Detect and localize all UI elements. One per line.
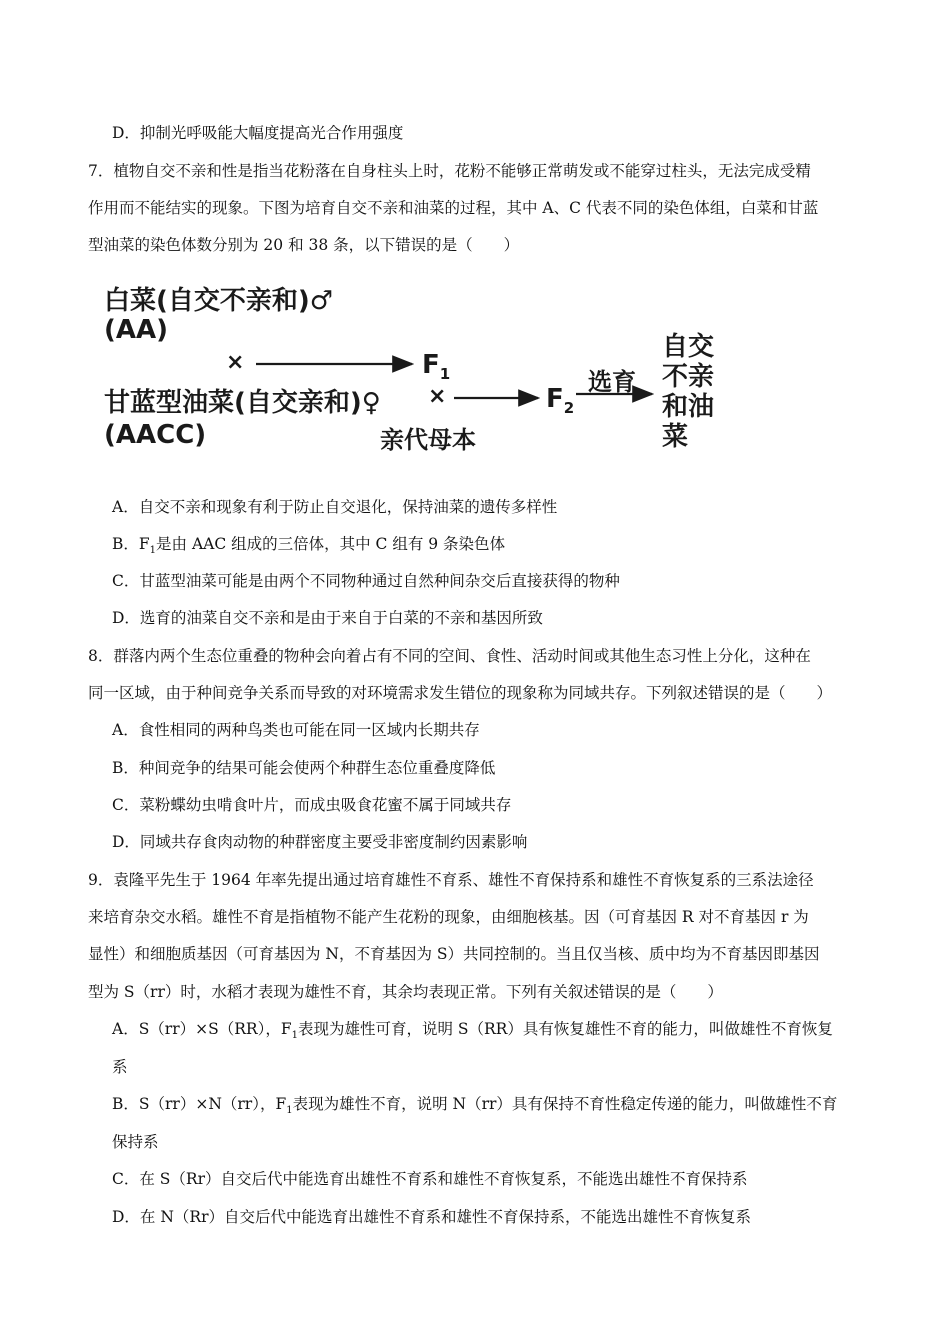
- q9-stem-line-3: 显性）和细胞质基因（可育基因为 N，不育基因为 S）共同控制的。当且仅当核、质中均为不育基因即基因: [88, 945, 820, 963]
- f1-label: $F_1$: [422, 350, 451, 383]
- q8-option-a: A．食性相同的两种鸟类也可能在同一区域内长期共存: [112, 721, 480, 739]
- q9-option-a: A．S（rr）×S（RR），$F_1$表现为雄性可育，说明 S（RR）具有恢复雄性不育的能力，叫做雄性不育恢复: [112, 1020, 833, 1042]
- parent-cabbage-label: 白菜(自交不亲和)♂: [104, 286, 334, 316]
- q8-option-b: B．种间竞争的结果可能会使两个种群生态位重叠度降低: [112, 759, 496, 777]
- q7-option-a: A．自交不亲和现象有利于防止自交退化，保持油菜的遗传多样性: [112, 498, 558, 516]
- result-label: 自交 不亲 和油 菜: [662, 332, 715, 452]
- q8-option-c: C．菜粉蝶幼虫啃食叶片，而成虫吸食花蜜不属于同域共存: [112, 796, 512, 814]
- q7-option-d: D．选育的油菜自交不亲和是由于来自于白菜的不亲和基因所致: [112, 609, 543, 627]
- q7-stem-line-2: 作用而不能结实的现象。下图为培育自交不亲和油菜的过程，其中 A、C 代表不同的染色体组，白菜和甘蓝: [88, 199, 819, 217]
- cross-symbol-1: ×: [226, 350, 245, 375]
- q9-stem-line-2: 来培育杂交水稻。雄性不育是指植物不能产生花粉的现象，由细胞核基。因（可育基因 R 对不育基因 r 为: [88, 908, 809, 926]
- q7-option-b: B．$F_1$是由 AAC 组成的三倍体，其中 C 组有 9 条染色体: [112, 535, 506, 557]
- q9-stem-line-4: 型为 S（rr）时，水稻才表现为雄性不育，其余均表现正常。下列有关叙述错误的是（ ）: [88, 983, 723, 1001]
- f2-label: $F_2$: [546, 384, 575, 417]
- backcross-parent-label: 亲代母本: [380, 426, 476, 454]
- q9-option-d: D．在 N（Rr）自交后代中能选育出雄性不育系和雄性不育保持系，不能选出雄性不育恢复系: [112, 1208, 751, 1226]
- q7-stem-line-3: 型油菜的染色体数分别为 20 和 38 条，以下错误的是（ ）: [88, 236, 520, 254]
- q9-option-a-continued: 系: [112, 1058, 128, 1076]
- q9-option-b: B．S（rr）×N（rr），$F_1$表现为雄性不育，说明 N（rr）具有保持不育性稳定传递的能力，叫做雄性不育: [112, 1095, 838, 1117]
- q8-stem-line-1: 8．群落内两个生态位重叠的物种会向着占有不同的空间、食性、活动时间或其他生态习性上分化，这种在: [88, 647, 811, 665]
- q7-stem-line-1: 7．植物自交不亲和性是指当花粉落在自身柱头上时，花粉不能够正常萌发或不能穿过柱头，无法完成受精: [88, 162, 811, 180]
- q9-option-c: C．在 S（Rr）自交后代中能选育出雄性不育系和雄性不育恢复系，不能选出雄性不育保持系: [112, 1170, 748, 1188]
- parent-cabbage-genome: (AA): [104, 315, 169, 345]
- parent-rapeseed-genome: (AACC): [104, 420, 207, 450]
- q7-option-c: C．甘蓝型油菜可能是由两个不同物种通过自然种间杂交后直接获得的物种: [112, 572, 620, 590]
- q9-stem-line-1: 9．袁隆平先生于 1964 年率先提出通过培育雄性不育系、雄性不育保持系和雄性不育恢复系的三系法途径: [88, 871, 814, 889]
- parent-rapeseed-label: 甘蓝型油菜(自交亲和)♀: [104, 388, 381, 418]
- cross-symbol-2: ×: [428, 384, 447, 409]
- q6-option-d: D．抑制光呼吸能大幅度提高光合作用强度: [112, 124, 404, 142]
- breeding-diagram: [96, 270, 756, 470]
- q9-option-b-continued: 保持系: [112, 1133, 159, 1151]
- selection-label: 选育: [588, 368, 636, 396]
- q8-option-d: D．同域共存食肉动物的种群密度主要受非密度制约因素影响: [112, 833, 528, 851]
- q8-stem-line-2: 同一区域，由于种间竞争关系而导致的对环境需求发生错位的现象称为同域共存。下列叙述错误的是（ ）: [88, 684, 833, 702]
